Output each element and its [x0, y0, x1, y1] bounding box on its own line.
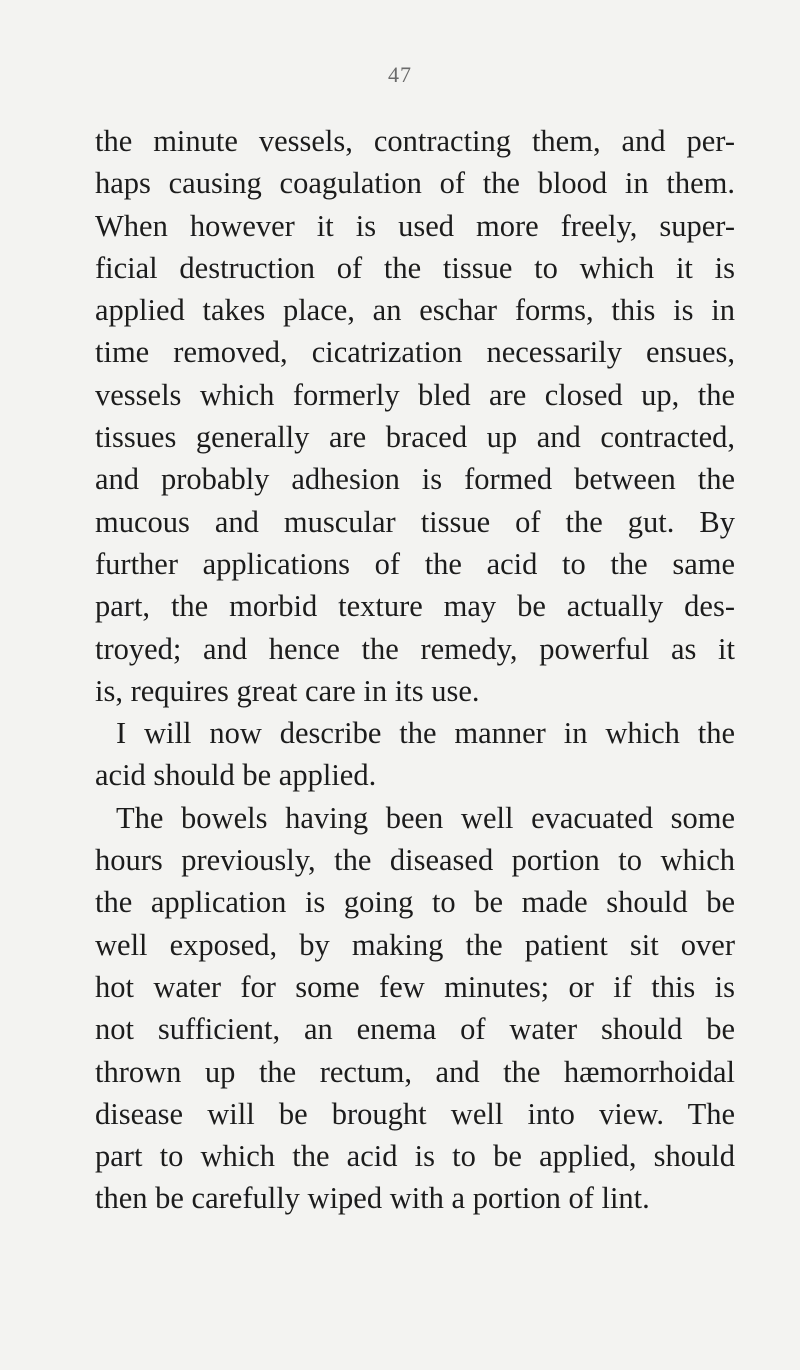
body-text — [95, 120, 735, 1220]
text-line: The bowels having been well evacuated some — [116, 800, 735, 835]
text-line: I will now describe the manner in which the — [116, 716, 735, 751]
text-line: ficial destruction of the tissue to which it is — [95, 250, 735, 285]
text-line: and probably adhesion is formed between the — [95, 462, 735, 497]
text-line: haps causing coagulation of the blood in them. — [95, 166, 735, 201]
text-line: troyed; and hence the remedy, powerful as it — [95, 631, 735, 666]
text-line: part, the morbid texture may be actually des- — [95, 589, 735, 624]
text-line: disease will be brought well into view. The — [95, 1096, 735, 1131]
text-line: vessels which formerly bled are closed up, the — [95, 377, 735, 412]
text-line: tissues generally are braced up and contracted, — [95, 420, 735, 455]
page-number: 47 — [388, 62, 412, 87]
text-line: mucous and muscular tissue of the gut. By — [95, 504, 735, 539]
text-line: not sufficient, an enema of water should be — [95, 1012, 735, 1047]
text-line: well exposed, by making the patient sit over — [95, 927, 735, 962]
text-line: thrown up the rectum, and the hæmorrhoidal — [95, 1054, 735, 1089]
text-line: the minute vessels, contracting them, and per- — [95, 124, 735, 158]
text-line: part to which the acid is to be applied, should — [95, 1139, 735, 1174]
text-line: acid should be applied. — [95, 758, 377, 793]
text-line: applied takes place, an eschar forms, this is in — [95, 293, 735, 328]
text-line: time removed, cicatrization necessarily ensues, — [95, 335, 735, 370]
text-line: When however it is used more freely, super- — [95, 208, 735, 243]
text-line: hot water for some few minutes; or if this is — [95, 969, 735, 1004]
text-line: is, requires great care in its use. — [95, 673, 480, 708]
text-line: further applications of the acid to the same — [95, 546, 735, 581]
text-line: then be carefully wiped with a portion of lint. — [95, 1181, 650, 1216]
text-line: hours previously, the diseased portion to which — [95, 843, 735, 878]
text-line: the application is going to be made should be — [95, 885, 735, 920]
